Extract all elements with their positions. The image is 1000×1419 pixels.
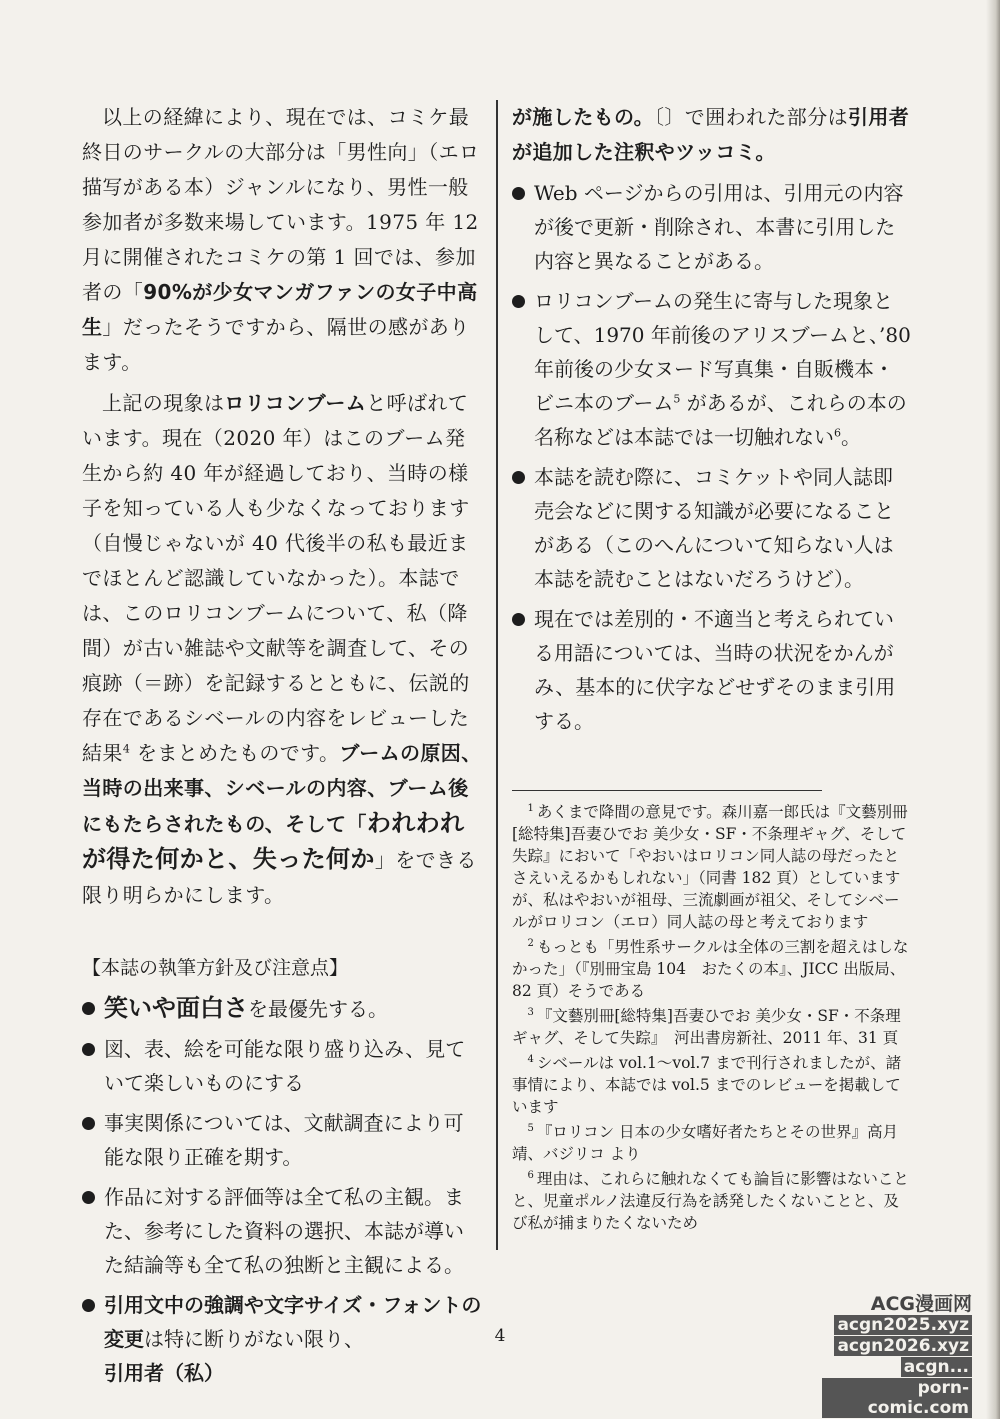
bullet-icon: [82, 1299, 95, 1312]
emphasis-boom-causes: ブームの原因、当時の出来事、シベールの内容、ブーム後にもたらされたもの、そして「: [82, 741, 482, 836]
policy-heading: 【本誌の執筆方針及び注意点】: [82, 957, 349, 979]
lolicon-boom-paragraph: 上記の現象はロリコンブームと呼ばれています。現在（2020 年）はこのブーム発生から約 40 年が経過しており、当時の様子を知っている人も少なくなっております（自慢じゃないが 40 代後半の私も最近までほとんど認識していなかった）。本誌では、このロリコンブームについて、私（降間）が古い雑誌や文献等を調査して、その痕跡（＝跡）を記録するとともに、伝説的存在であるシベールの内容をレビューした結果$^4$ をまとめたものです。ブームの原因、当時の出来事、シベールの内容、ブーム後にもたらされたもの、そして「われわれが得た何かと、失った何か」をできる限り明らかにします。: [82, 391, 482, 907]
bullet-icon: [82, 1191, 95, 1204]
left-column: [82, 100, 482, 1396]
footnote-ref-6: 6: [834, 426, 841, 440]
list-item: 現在では差別的・不適当と考えられている用語については、当時の状況をかんがみ、基本的に伏字などせずそのまま引用する。: [512, 602, 912, 738]
footnote: $^5$ 『ロリコン 日本の少女嗜好者たちとその世界』高月靖、バジリコ より: [512, 1122, 898, 1163]
footnote-ref-4: 4: [122, 742, 131, 756]
list-item: 引用文中の強調や文字サイズ・フォントの変更は特に断りがない限り、引用者（私）: [82, 1288, 482, 1390]
bullet-icon: [512, 471, 525, 484]
list-item: 本誌を読む際に、コミケットや同人誌即売会などに関する知識が必要になることがある（このへんについて知らない人は本誌を読むことはないだろうけど）。: [512, 460, 912, 596]
bullet-icon: [82, 1043, 95, 1056]
bullet-icon: [512, 295, 525, 308]
watermark: ACG漫画网 acgn2025.xyz acgn2026.xyz acgn... porn-comic.com: [822, 1294, 972, 1418]
emphasis-gained-lost: われわれが得た何かと、失った何か: [82, 809, 465, 873]
footnote: $^2$ もっとも「男性系サークルは全体の三割を超えはしなかった」（『別冊宝島 104 おたくの本』、JICC 出版局、82 頁）そうである: [512, 937, 909, 1000]
notes-list: [512, 176, 912, 738]
list-item: 作品に対する評価等は全て私の主観。また、参考にした資料の選択、本誌が導いた結論等も全て私の独断と主観による。: [82, 1180, 482, 1282]
footnote: $^3$ 『文藝別冊[総特集]吾妻ひでお 美少女・SF・不条理ギャグ、そして失踪』 河出書房新社、2011 年、31 頁: [512, 1006, 901, 1047]
bullet-icon: [512, 613, 525, 626]
continued-paragraph: が施したもの。〔〕で囲われた部分は引用者が追加した注釈やツッコミ。: [512, 105, 910, 164]
list-item: Web ページからの引用は、引用元の内容が後で更新・削除され、本書に引用した内容と異なることがある。: [512, 176, 912, 278]
footnote: $^4$ シベールは vol.1〜vol.7 まで刊行されましたが、諸事情により、本誌では vol.5 までのレビューを掲載しています: [512, 1053, 902, 1116]
bullet-icon: [82, 1002, 95, 1015]
column-divider: [496, 100, 498, 1250]
page-number: 4: [494, 1326, 506, 1346]
list-item: 事実関係については、文献調査により可能な限り正確を期す。: [82, 1106, 482, 1174]
emphasis-90-percent: 90%が少女マンガファンの女子中高生: [82, 280, 478, 339]
right-column: [512, 100, 912, 1237]
intro-paragraph: 以上の経緯により、現在では、コミケ最終日のサークルの大部分は「男性向」（エロ描写がある本）ジャンルになり、男性一般参加者が多数来場しています。1975 年 12 月に開催されたコミケの第 1 回では、参加者の「90%が少女マンガファンの女子中高生」だったそうですから、隔世の感があります。: [82, 105, 480, 374]
bullet-icon: [82, 1117, 95, 1130]
list-item: ロリコンブームの発生に寄与した現象として、1970 年前後のアリスブームと、’80 年前後の少女ヌード写真集・自販機本・ビニ本のブーム$^5$ があるが、これらの本の名称などは本誌では一切触れない$^6$。: [512, 284, 912, 454]
footnote: $^6$ 理由は、これらに触れなくても論旨に影響はないことと、児童ポルノ法違反行為を誘発したくないことと、及び私が捕まりたくないため: [512, 1169, 909, 1232]
list-item: 笑いや面白さを最優先する。: [82, 991, 482, 1026]
footnote-rule: [512, 790, 822, 791]
footnote-ref-5: 5: [673, 392, 681, 406]
footnotes: [512, 801, 912, 1234]
list-item: 図、表、絵を可能な限り盛り込み、見ていて楽しいものにする: [82, 1032, 482, 1100]
footnote: $^1$ あくまで降間の意見です。森川嘉一郎氏は『文藝別冊[総特集]吾妻ひでお 美少女・SF・不条理ギャグ、そして失踪』において「やおいはロリコン同人誌の母だったとさえいえるかもしれない」（同書 182 頁）としていますが、私はやおいが祖母、三流劇画が祖父、そしてシベールがロリコン（エロ）同人誌の母と考えております: [512, 802, 908, 931]
emphasis-lolicon-boom: ロリコンブーム: [224, 391, 367, 415]
bullet-icon: [512, 187, 525, 200]
page-edge-shadow: [986, 0, 1000, 1419]
